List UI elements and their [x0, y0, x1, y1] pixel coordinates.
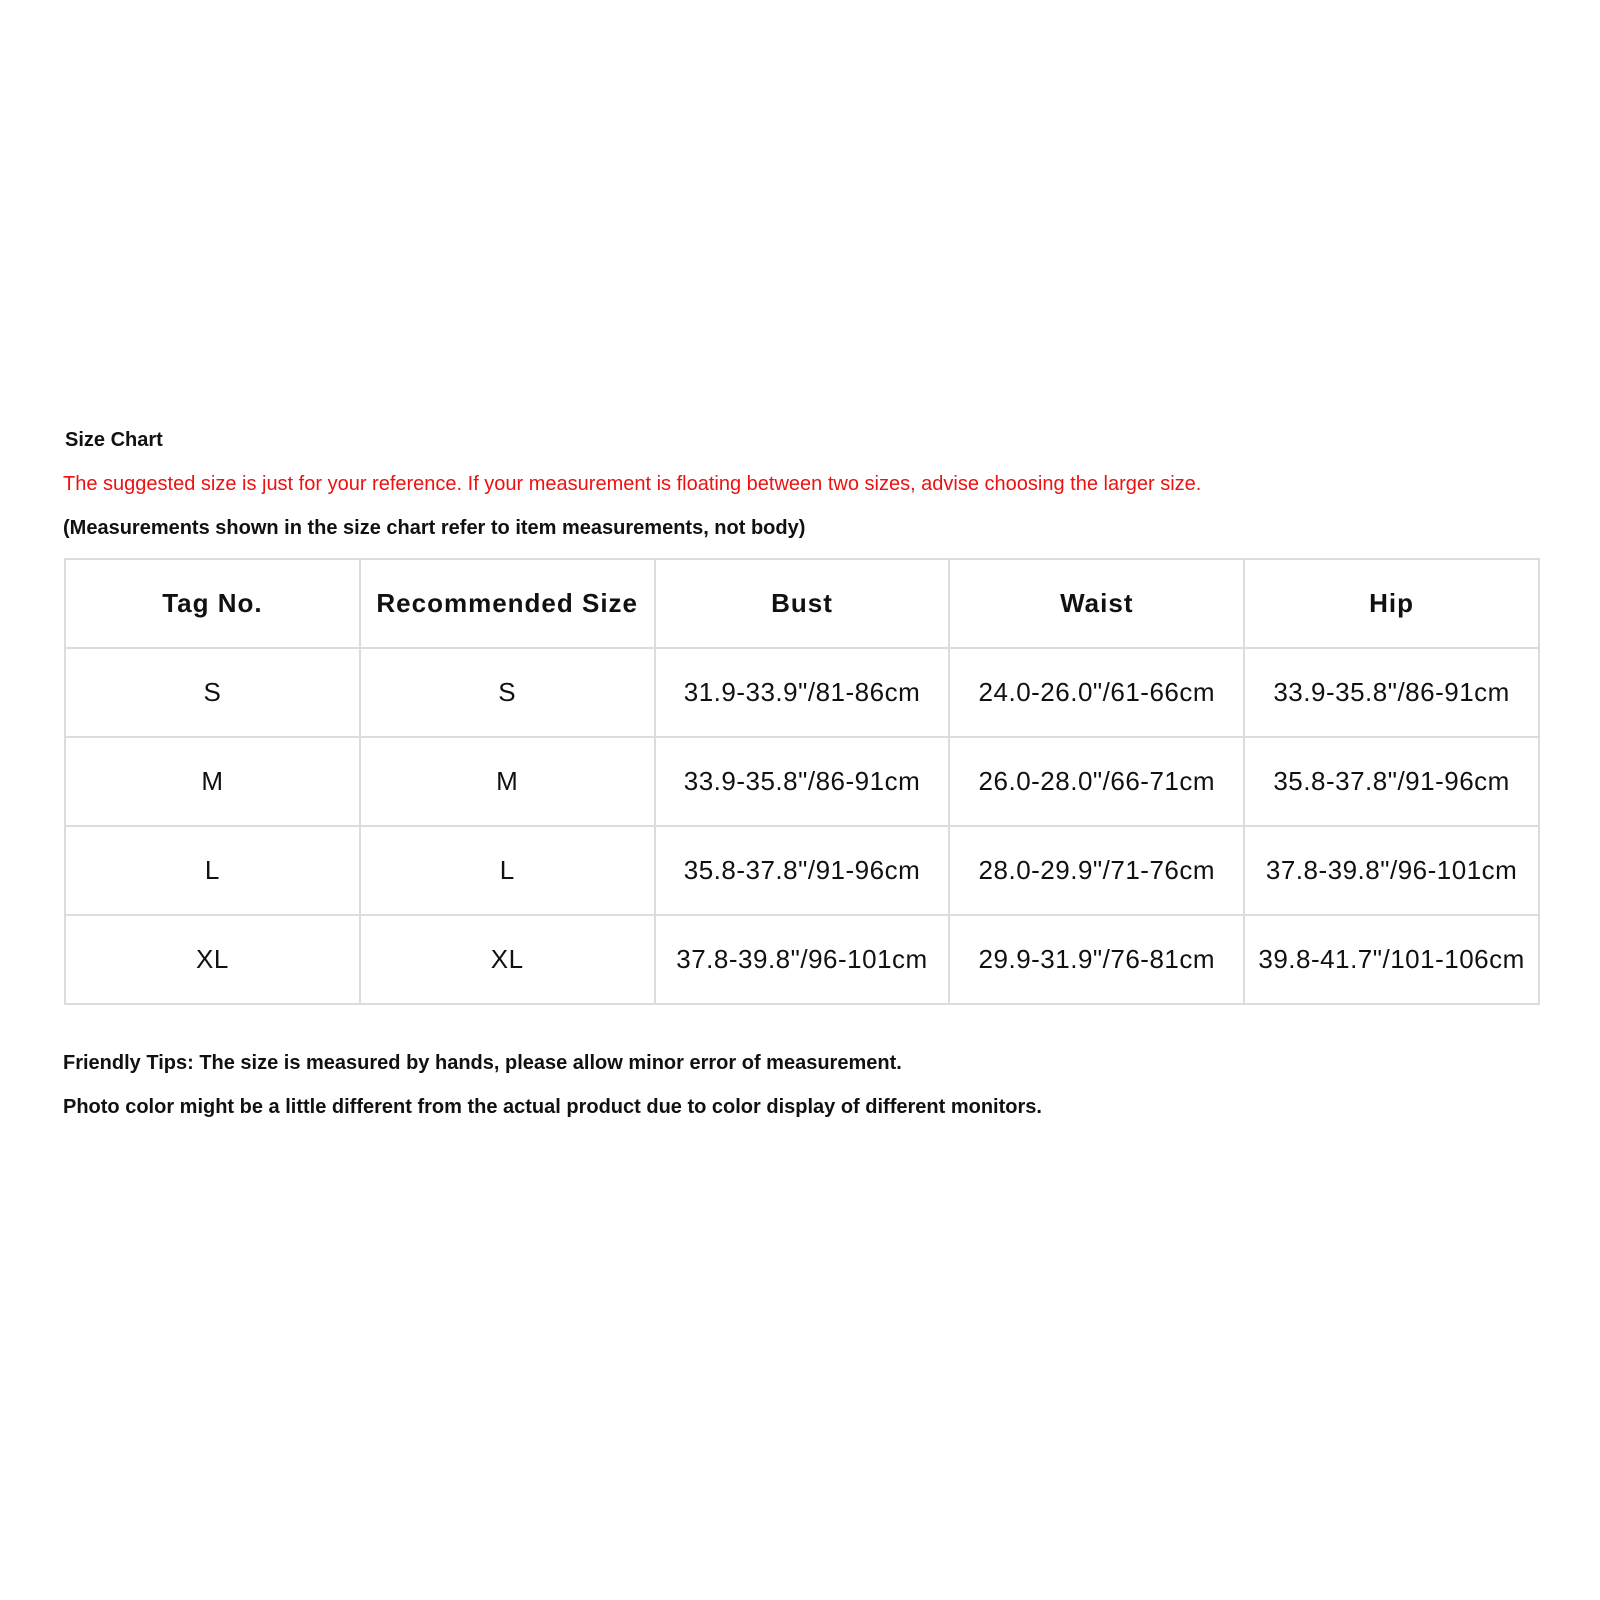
measurement-note: (Measurements shown in the size chart refer to item measurements, not body): [63, 517, 806, 539]
cell-bust: 37.8-39.8"/96-101cm: [655, 915, 950, 1004]
cell-tag-no: S: [65, 648, 360, 737]
column-header-recommended-size: Recommended Size: [360, 559, 655, 648]
size-table: [64, 558, 1540, 1005]
cell-waist: 24.0-26.0"/61-66cm: [949, 648, 1244, 737]
cell-recommended-size: L: [360, 826, 655, 915]
table-header-row: [65, 559, 1539, 648]
table-row: [65, 648, 1539, 737]
cell-recommended-size: M: [360, 737, 655, 826]
cell-waist: 28.0-29.9"/71-76cm: [949, 826, 1244, 915]
cell-hip: 35.8-37.8"/91-96cm: [1244, 737, 1539, 826]
cell-recommended-size: S: [360, 648, 655, 737]
table-row: [65, 737, 1539, 826]
cell-hip: 33.9-35.8"/86-91cm: [1244, 648, 1539, 737]
color-disclaimer: Photo color might be a little different from the actual product due to color display of different monitors.: [63, 1096, 1042, 1118]
cell-bust: 35.8-37.8"/91-96cm: [655, 826, 950, 915]
cell-tag-no: XL: [65, 915, 360, 1004]
cell-hip: 39.8-41.7"/101-106cm: [1244, 915, 1539, 1004]
cell-tag-no: L: [65, 826, 360, 915]
page-title: Size Chart: [65, 429, 163, 451]
column-header-waist: Waist: [949, 559, 1244, 648]
size-notice: The suggested size is just for your reference. If your measurement is floating between two sizes, advise choosing the larger size.: [63, 473, 1202, 495]
cell-tag-no: M: [65, 737, 360, 826]
table-row: [65, 826, 1539, 915]
table-row: [65, 915, 1539, 1004]
cell-recommended-size: XL: [360, 915, 655, 1004]
column-header-hip: Hip: [1244, 559, 1539, 648]
friendly-tip: Friendly Tips: The size is measured by hands, please allow minor error of measurement.: [63, 1052, 902, 1074]
cell-waist: 29.9-31.9"/76-81cm: [949, 915, 1244, 1004]
cell-bust: 33.9-35.8"/86-91cm: [655, 737, 950, 826]
cell-waist: 26.0-28.0"/66-71cm: [949, 737, 1244, 826]
column-header-bust: Bust: [655, 559, 950, 648]
cell-hip: 37.8-39.8"/96-101cm: [1244, 826, 1539, 915]
cell-bust: 31.9-33.9"/81-86cm: [655, 648, 950, 737]
column-header-tag-no: Tag No.: [65, 559, 360, 648]
